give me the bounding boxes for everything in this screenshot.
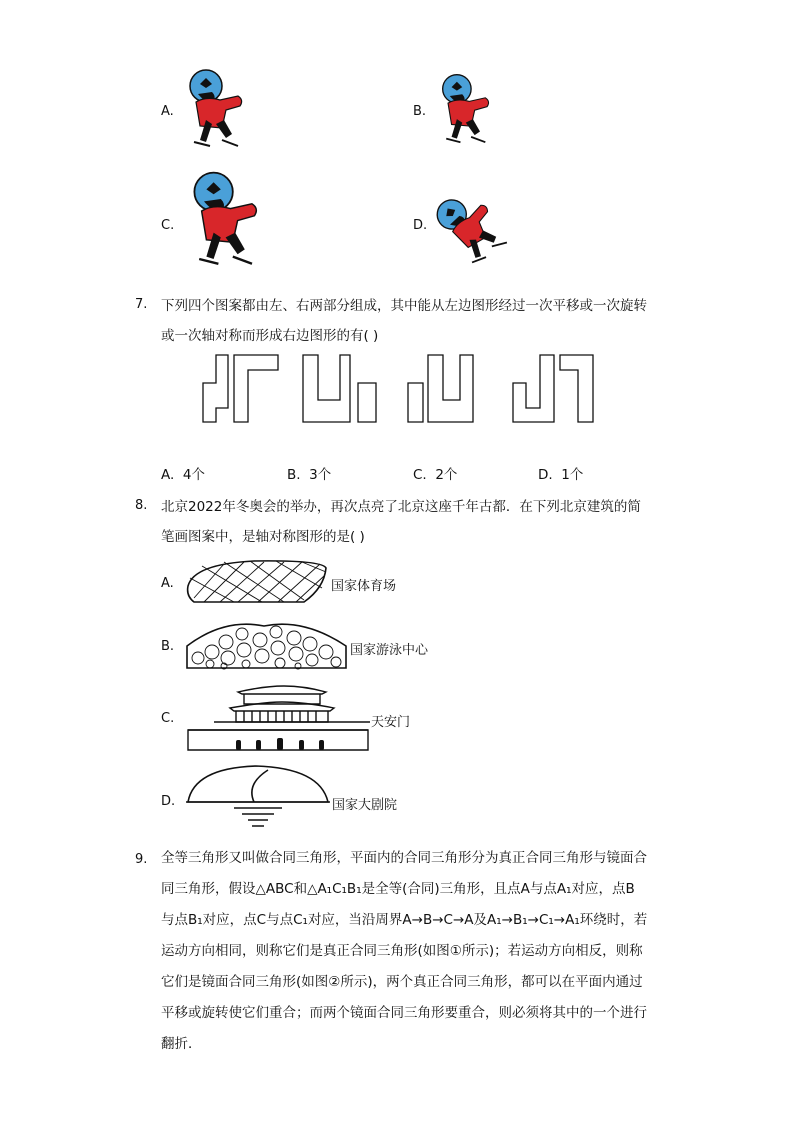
- q7-stem-line2: 或一次轴对称而形成右边图形的有( ): [161, 328, 379, 344]
- q8-option-c-caption: 天安门: [371, 715, 411, 730]
- q9-line-6: 平移或旋转使它们重合；而两个镜面合同三角形要重合，则必须将其中的一个进行: [161, 1005, 647, 1021]
- tiananmen-figure: [184, 684, 370, 752]
- q7-stem-line1: 下列四个图案都由左、右两部分组成，其中能从左边图形经过一次平移或一次旋转: [161, 298, 647, 314]
- skater-b-figure: [432, 70, 512, 154]
- q7-pattern-3: [408, 355, 473, 422]
- q8-option-a-label: A.: [161, 576, 174, 591]
- q7-pattern-1: [203, 355, 278, 422]
- q8-stem-line2: 笔画图案中，是轴对称图形的是( ): [161, 529, 365, 545]
- q7-option-b: B. 3个: [287, 467, 332, 483]
- q9-number: 9.: [135, 852, 148, 867]
- skater-c-figure: [180, 168, 288, 278]
- q9-line-1: 全等三角形又叫做合同三角形，平面内的合同三角形分为真正合同三角形与镜面合: [161, 850, 647, 866]
- q9-line-2: 同三角形，假设△ABC和△A₁C₁B₁是全等(合同)三角形，且点A与点A₁对应，点B: [161, 881, 635, 897]
- q8-option-b-label: B.: [161, 639, 175, 654]
- q8-stem-line1: 北京2022年冬奥会的举办，再次点亮了北京这座千年古都．在下列北京建筑的简: [161, 499, 641, 515]
- skater-a-figure: [178, 68, 268, 156]
- q8-option-d-label: D.: [161, 794, 176, 809]
- q7-pattern-2: [303, 355, 376, 422]
- q9-line-5: 它们是镜面合同三角形(如图②所示)，两个真正合同三角形，都可以在平面内通过: [161, 974, 643, 990]
- skater-d-figure: [430, 185, 526, 265]
- q6-option-d-label: D.: [413, 218, 428, 233]
- national-aquatics-center-figure: [184, 622, 348, 670]
- q9-stem: [161, 843, 647, 1060]
- q7-patterns-figure: [198, 350, 598, 426]
- q8-option-d-caption: 国家大剧院: [332, 798, 398, 813]
- q7-number: 7.: [135, 297, 148, 312]
- q7-option-d: D. 1个: [538, 467, 584, 483]
- q9-line-7: 翻折．: [161, 1036, 202, 1052]
- q9-line-4: 运动方向相同，则称它们是真正合同三角形(如图①所示)；若运动方向相反，则称: [161, 943, 643, 959]
- q9-line-3: 与点B₁对应，点C与点C₁对应，当沿周界A→B→C→A及A₁→B₁→C₁→A₁环绕时，若: [161, 912, 648, 928]
- q7-option-c: C. 2个: [413, 467, 458, 483]
- q6-option-a-label: A.: [161, 104, 174, 119]
- q8-option-a-caption: 国家体育场: [331, 579, 397, 594]
- national-stadium-figure: [184, 558, 330, 606]
- q8-option-b-caption: 国家游泳中心: [350, 643, 429, 658]
- q7-option-a: A. 4个: [161, 467, 205, 483]
- q6-option-c-label: C.: [161, 218, 175, 233]
- q6-option-b-label: B.: [413, 104, 427, 119]
- q8-number: 8.: [135, 498, 148, 513]
- q8-option-c-label: C.: [161, 711, 175, 726]
- national-grand-theater-figure: [184, 762, 332, 838]
- q7-pattern-4: [513, 355, 593, 422]
